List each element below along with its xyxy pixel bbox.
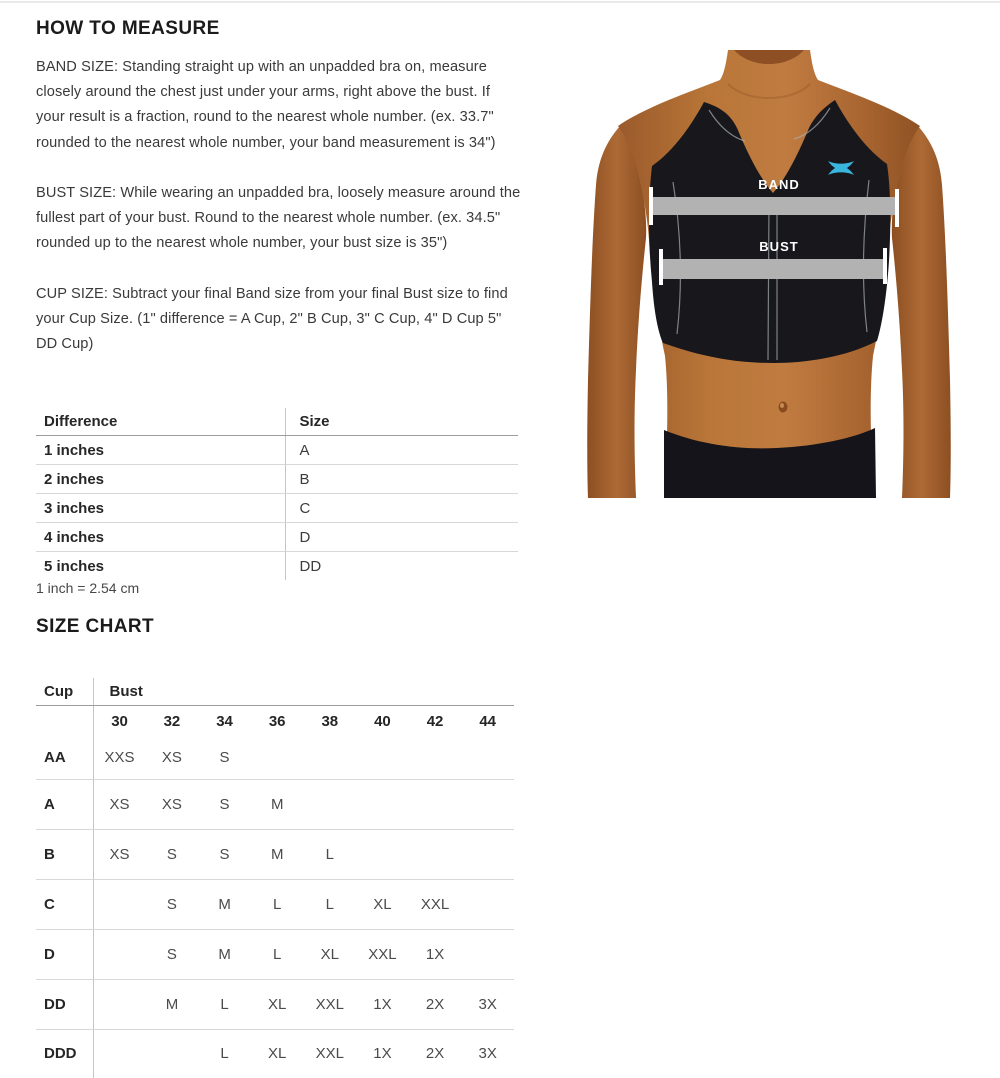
size-cell xyxy=(304,779,357,829)
size-cell: M xyxy=(198,879,251,929)
size-cell: S xyxy=(146,879,199,929)
size-cell: M xyxy=(251,779,304,829)
size-chart-table xyxy=(36,678,514,1078)
conversion-note: 1 inch = 2.54 cm xyxy=(36,580,140,596)
size-cell xyxy=(251,737,304,779)
size-cell: S xyxy=(198,737,251,779)
size-cell: L xyxy=(220,1045,229,1063)
bust-end-tick-left xyxy=(659,249,663,285)
size-cell xyxy=(409,779,462,829)
size-cell: XL xyxy=(268,1045,287,1063)
size-column-header: Size xyxy=(285,408,518,436)
difference-cell: 2 inches xyxy=(36,465,285,494)
size-chart-row xyxy=(36,1029,514,1078)
size-cell: DD xyxy=(299,557,322,575)
navel-highlight xyxy=(780,403,784,408)
how-to-measure-heading: HOW TO MEASURE xyxy=(36,18,220,39)
bust-size: 44 xyxy=(479,712,497,730)
size-cell: XXL xyxy=(304,979,357,1029)
size-cell: L xyxy=(304,829,357,879)
size-cell: 1X xyxy=(373,1045,392,1063)
difference-column-header: Difference xyxy=(36,408,285,436)
size-cell xyxy=(409,737,462,779)
size-cell: 1X xyxy=(409,929,462,979)
bust-size: 32 xyxy=(163,712,181,730)
size-chart-row xyxy=(36,829,514,879)
size-cell: S xyxy=(198,829,251,879)
size-cell: C xyxy=(285,494,518,523)
cup-label: DD xyxy=(36,979,93,1029)
size-chart-row xyxy=(36,979,514,1029)
bust-label: BUST xyxy=(759,239,799,254)
size-cell: M xyxy=(146,979,199,1029)
band-end-tick-left xyxy=(649,187,653,225)
size-cell: XS xyxy=(93,779,146,829)
size-cell: S xyxy=(198,779,251,829)
size-cell xyxy=(356,779,409,829)
bust-size: 40 xyxy=(374,712,391,730)
empty-cell xyxy=(36,705,93,737)
size-cell: L xyxy=(251,879,304,929)
table-row xyxy=(36,552,518,581)
band-end-tick-right xyxy=(895,189,899,227)
size-cell: M xyxy=(251,829,304,879)
size-cell: L xyxy=(304,879,357,929)
size-cell xyxy=(93,879,146,929)
size-cell: XL xyxy=(304,929,357,979)
left-arm xyxy=(587,126,646,498)
size-cell xyxy=(93,979,146,1029)
bust-size: 42 xyxy=(426,712,444,730)
size-chart-heading: SIZE CHART xyxy=(36,616,154,637)
size-cell: A xyxy=(285,436,518,465)
cup-difference-table xyxy=(36,408,518,580)
size-cell: XXL xyxy=(315,1045,344,1063)
sports-bra-model-illustration xyxy=(578,50,960,498)
cup-label: AA xyxy=(36,737,93,779)
size-cell: XXL xyxy=(356,929,409,979)
size-cell: 1X xyxy=(356,979,409,1029)
band-measure-overlay xyxy=(653,197,897,215)
cup-label: D xyxy=(36,929,93,979)
size-cell: L xyxy=(251,929,304,979)
bust-end-tick-right xyxy=(883,248,887,284)
table-header-row xyxy=(36,678,514,705)
size-cell xyxy=(461,779,514,829)
size-cell: XS xyxy=(146,779,199,829)
size-cell xyxy=(409,829,462,879)
size-chart-row xyxy=(36,779,514,829)
size-cell: L xyxy=(198,979,251,1029)
cup-label: C xyxy=(36,879,93,929)
bust-sizes-row xyxy=(36,705,514,737)
size-cell xyxy=(461,829,514,879)
size-cell: S xyxy=(146,929,199,979)
size-cell xyxy=(304,737,357,779)
bust-size: 30 xyxy=(111,712,128,730)
size-cell: XXS xyxy=(93,737,146,779)
measurement-model-figure xyxy=(578,50,960,498)
table-row xyxy=(36,436,518,465)
size-cell xyxy=(93,1029,146,1078)
size-cell: M xyxy=(198,929,251,979)
difference-cell: 3 inches xyxy=(36,494,285,523)
size-cell: 3X xyxy=(478,1045,497,1063)
size-cell: 2X xyxy=(425,1045,445,1063)
size-chart-row xyxy=(36,879,514,929)
size-cell: 3X xyxy=(461,979,514,1029)
cup-size-instructions: CUP SIZE: Subtract your final Band size from your final Bust size to find your Cup Size. (1" difference = A Cup, 2" B Cup, 3" C Cup, 4" D Cup 5" DD Cup) xyxy=(36,286,508,353)
size-cell xyxy=(93,929,146,979)
size-cell: XS xyxy=(93,829,146,879)
size-cell: 2X xyxy=(409,979,462,1029)
bust-size: 38 xyxy=(321,712,339,730)
size-chart-row xyxy=(36,929,514,979)
cup-label: B xyxy=(36,829,93,879)
difference-cell: 4 inches xyxy=(36,523,285,552)
table-header-row xyxy=(36,408,518,436)
cup-column-header: Cup xyxy=(36,678,93,705)
size-cell xyxy=(461,737,514,779)
bust-size: 34 xyxy=(216,712,233,730)
bust-column-header: Bust xyxy=(93,678,514,705)
band-size-instructions: BAND SIZE: Standing straight up with an unpadded bra on, measure closely around the chest just under your arms, right above the bust. If your result is a fraction, round to the nearest whole number. (ex. 33.7" rounded to the nearest whole number, your band measurement is 34") xyxy=(36,59,496,151)
bust-size: 36 xyxy=(268,712,286,730)
table-row xyxy=(36,523,518,552)
table-row xyxy=(36,494,518,523)
cup-label: A xyxy=(36,779,93,829)
band-label: BAND xyxy=(758,177,800,192)
size-cell: XL xyxy=(251,979,304,1029)
right-arm xyxy=(892,126,951,498)
size-cell: D xyxy=(285,523,518,552)
size-cell: S xyxy=(146,829,199,879)
top-divider xyxy=(0,1,1000,3)
size-chart-row xyxy=(36,737,514,779)
size-cell xyxy=(356,829,409,879)
size-cell xyxy=(461,929,514,979)
bust-size-instructions: BUST SIZE: While wearing an unpadded bra, loosely measure around the fullest part of your bust. Round to the nearest whole number. (ex. 34.5" rounded up to the nearest whole number, your bust size is 35") xyxy=(36,185,521,252)
size-cell: XL xyxy=(356,879,409,929)
size-cell: XXL xyxy=(409,879,462,929)
size-cell: B xyxy=(285,465,518,494)
difference-cell: 1 inches xyxy=(36,436,285,465)
cup-label: DDD xyxy=(36,1029,93,1078)
bust-measure-overlay xyxy=(663,259,885,279)
difference-cell: 5 inches xyxy=(36,552,285,581)
size-cell xyxy=(146,1029,199,1078)
table-row xyxy=(36,465,518,494)
size-cell xyxy=(461,879,514,929)
size-cell xyxy=(356,737,409,779)
size-cell: XS xyxy=(146,737,199,779)
